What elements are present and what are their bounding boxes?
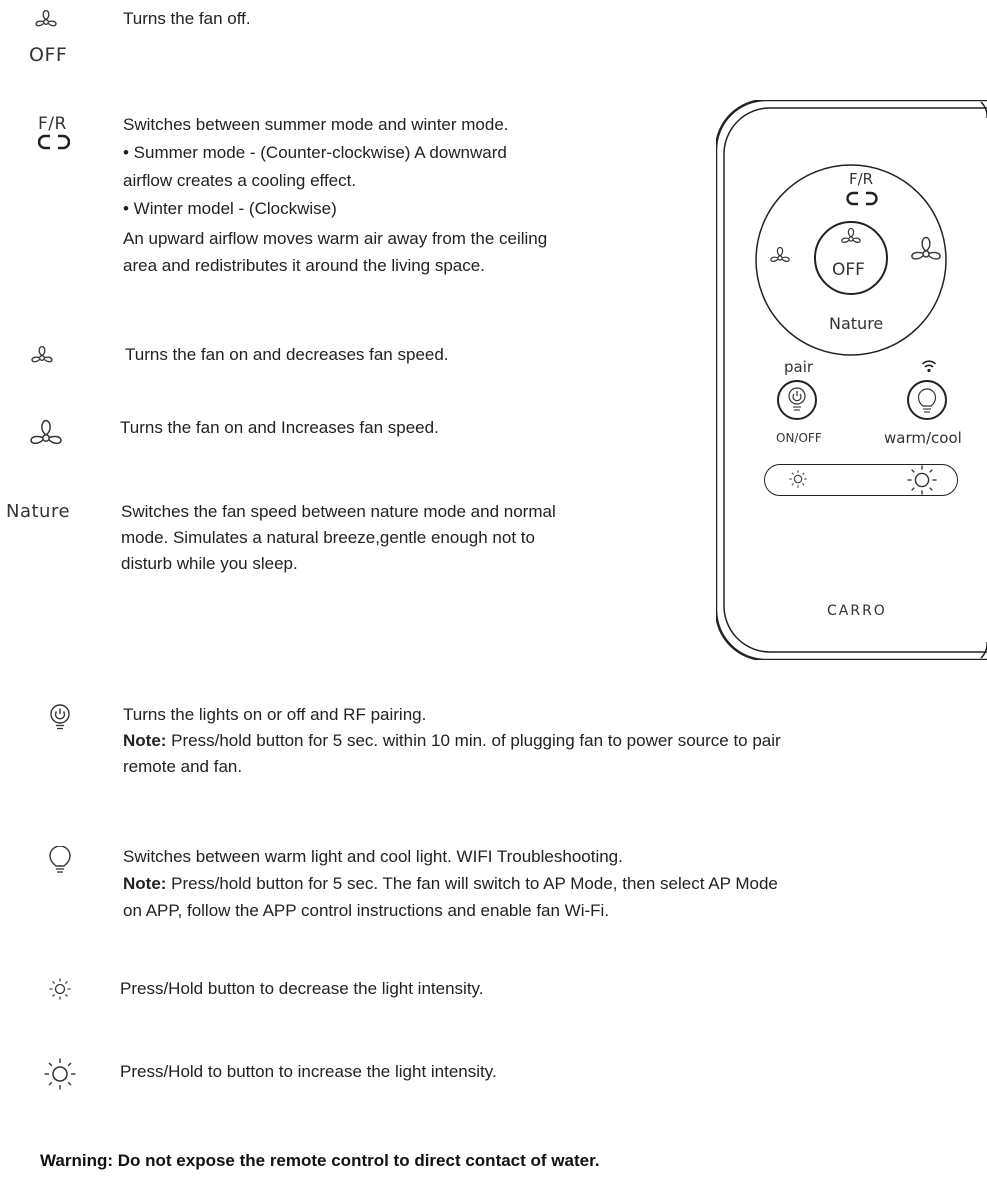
remote-nature-button[interactable]: Nature <box>829 314 884 333</box>
bright-description: Press/Hold to button to increase the light intensity. <box>120 1062 497 1081</box>
fr-line1: Switches between summer mode and winter mode. <box>123 115 509 134</box>
fan-icon-small <box>34 8 58 36</box>
remote-warm-cool-button[interactable] <box>906 379 948 426</box>
bulb-icon <box>48 846 72 876</box>
fr-line3: airflow creates a cooling effect. <box>123 171 357 190</box>
remote-fan-low-button[interactable] <box>769 245 791 276</box>
power-note-line2: remote and fan. <box>123 757 243 776</box>
power-note-text: Press/hold button for 5 sec. within 10 min. of plugging fan to power source to pair <box>166 731 781 750</box>
remote-reverse-arrows-icon <box>846 190 878 208</box>
power-line1: Turns the lights on or off and RF pairing. <box>123 705 427 724</box>
warning-text: Warning: Do not expose the remote control to direct contact of water. <box>40 1151 600 1170</box>
nature-icon-label: Nature <box>6 501 71 522</box>
remote-power-button[interactable] <box>776 379 818 426</box>
remote-fan-low-icon <box>769 245 791 271</box>
bulb-line1: Switches between warm light and cool light. WIFI Troubleshooting. <box>123 847 623 866</box>
remote-fan-high-button[interactable] <box>910 235 942 276</box>
remote-off-label: OFF <box>832 260 865 280</box>
fan-low-description: Turns the fan on and decreases fan speed. <box>125 345 449 364</box>
remote-brand-logo: CARRO <box>827 603 887 619</box>
fan-high-icon <box>29 418 63 456</box>
remote-warmcool-label: warm/cool <box>884 429 962 447</box>
dim-description: Press/Hold button to decrease the light intensity. <box>120 979 484 998</box>
remote-fan-high-icon <box>910 235 942 271</box>
sun-small-icon <box>48 977 72 1001</box>
power-icon <box>49 704 71 732</box>
power-note-line1 <box>123 730 781 751</box>
power-note-label: Note: <box>123 731 167 750</box>
sun-large-icon <box>43 1057 77 1091</box>
bulb-note-text: Press/hold button for 5 sec. The fan will switch to AP Mode, then select AP Mode <box>166 874 778 893</box>
remote-fr-button[interactable] <box>846 190 878 213</box>
fr-line2: • Summer mode - (Counter-clockwise) A downward <box>123 143 507 162</box>
remote-pair-label: pair <box>784 358 814 376</box>
fan-high-description: Turns the fan on and Increases fan speed. <box>120 418 439 437</box>
remote-off-button[interactable] <box>840 226 862 257</box>
wifi-icon <box>921 359 937 378</box>
fr-icon-label: F/R <box>38 114 67 134</box>
remote-control-illustration <box>716 100 987 660</box>
fan-low-icon <box>30 344 54 372</box>
remote-bright-button[interactable] <box>906 464 938 501</box>
fr-line6: area and redistributes it around the living space. <box>123 256 485 275</box>
remote-dim-button[interactable] <box>788 469 808 494</box>
off-description: Turns the fan off. <box>123 9 251 28</box>
remote-off-fan-icon <box>840 226 862 252</box>
off-icon-label: OFF <box>29 44 68 66</box>
remote-bulb-icon <box>906 379 948 421</box>
nature-line3: disturb while you sleep. <box>121 554 298 573</box>
nature-line2: mode. Simulates a natural breeze,gentle enough not to <box>121 528 535 547</box>
bulb-note-line1 <box>123 873 778 894</box>
fr-line5: An upward airflow moves warm air away from the ceiling <box>123 229 548 248</box>
remote-fr-label: F/R <box>849 170 874 188</box>
remote-sun-small-icon <box>788 469 808 489</box>
reverse-arrows-icon <box>38 133 70 153</box>
remote-power-icon <box>776 379 818 421</box>
bulb-note-label: Note: <box>123 874 167 893</box>
remote-sun-large-icon <box>906 464 938 496</box>
remote-onoff-label: ON/OFF <box>776 431 822 445</box>
fr-line4: • Winter model - (Clockwise) <box>123 199 337 218</box>
nature-line1: Switches the fan speed between nature mode and normal <box>121 502 556 521</box>
bulb-note-line2: on APP, follow the APP control instructions and enable fan Wi-Fi. <box>123 901 610 920</box>
